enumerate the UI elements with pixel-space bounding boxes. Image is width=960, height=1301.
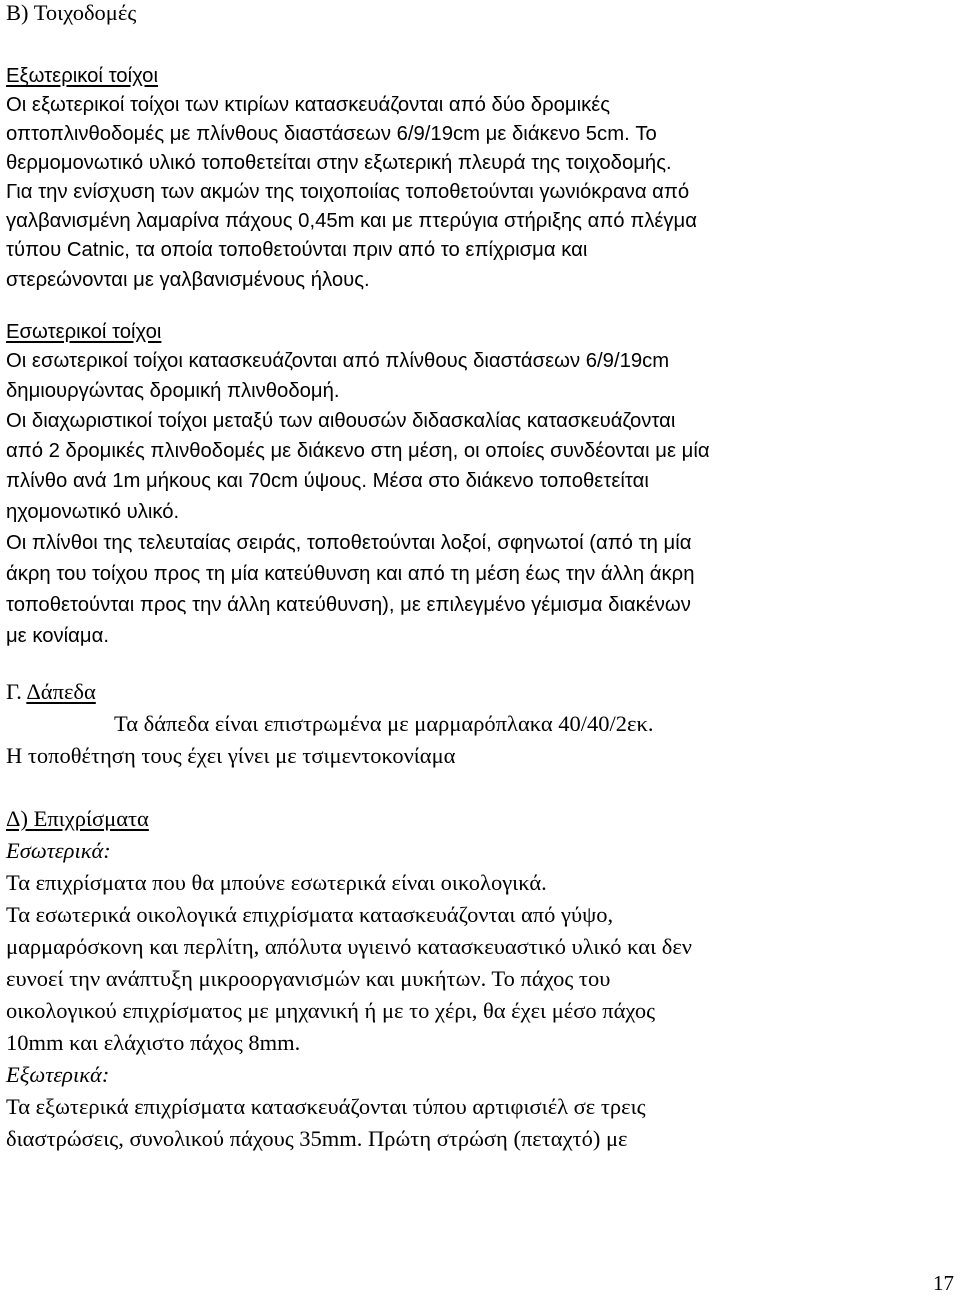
internal-walls-subheading: Εσωτερικοί τοίχοι xyxy=(6,321,162,343)
paragraph-line: με κονίαμα. xyxy=(6,625,109,647)
paragraph-line: Οι εσωτερικοί τοίχοι κατασκευάζονται από πλίνθους διαστάσεων 6/9/19cm xyxy=(6,350,670,372)
paragraph-line: στερεώνονται με γαλβανισμένους ήλους. xyxy=(6,269,370,291)
paragraph-line: 10mm και ελάχιστο πάχος 8mm. xyxy=(6,1030,301,1055)
paragraph-line: Για την ενίσχυση των ακμών της τοιχοποιίας τοποθετούνται γωνιόκρανα από xyxy=(6,181,690,203)
paragraph-line: ευνοεί την ανάπτυξη μικροοργανισμών και μυκήτων. Το πάχος του xyxy=(6,966,611,991)
paragraph-line: τοποθετούνται προς την άλλη κατεύθυνση), με επιλεγμένο γέμισμα διακένων xyxy=(6,594,691,616)
external-walls-subheading: Εξωτερικοί τοίχοι xyxy=(6,65,158,87)
paragraph-line: άκρη του τοίχου προς τη μία κατεύθυνση και από τη μέση έως την άλλη άκρη xyxy=(6,563,695,585)
paragraph-line: Οι πλίνθοι της τελευταίας σειράς, τοποθετούνται λοξοί, σφηνωτοί (από τη μία xyxy=(6,532,692,554)
paragraph-line: Οι διαχωριστικοί τοίχοι μεταξύ των αιθουσών διδασκαλίας κατασκευάζονται xyxy=(6,410,676,432)
floors-line: Η τοποθέτηση τους έχει γίνει με τσιμεντοκονίαμα xyxy=(6,743,456,768)
paragraph-line: Τα επιχρίσματα που θα μπούνε εσωτερικά είναι οικολογικά. xyxy=(6,870,547,895)
paragraph-line: μαρμαρόσκονη και περλίτη, απόλυτα υγιεινό κατασκευαστικό υλικό και δεν xyxy=(6,934,692,959)
external-plaster-label: Εξωτερικά: xyxy=(6,1062,110,1087)
paragraph-line: οικολογικού επιχρίσματος με μηχανική ή με το χέρι, θα έχει μέσο πάχος xyxy=(6,998,656,1023)
section-c-prefix: Γ. xyxy=(6,679,22,704)
paragraph-line: τύπου Catnic, τα οποία τοποθετούνται πριν από το επίχρισμα και xyxy=(6,239,588,261)
section-b-heading: Β) Τοιχοδομές xyxy=(6,0,137,25)
paragraph-line: δημιουργώντας δρομική πλινθοδομή. xyxy=(6,380,340,402)
paragraph-line: από 2 δρομικές πλινθοδομές με διάκενο στη μέση, οι οποίες συνδέονται με μία xyxy=(6,440,710,462)
paragraph-line: οπτοπλινθοδομές με πλίνθους διαστάσεων 6/9/19cm με διάκενο 5cm. Το xyxy=(6,123,657,145)
paragraph-line: διαστρώσεις, συνολικού πάχους 35mm. Πρώτη στρώση (πεταχτό) με xyxy=(6,1126,628,1151)
section-c-heading xyxy=(6,679,96,705)
paragraph-line: ηχομονωτικό υλικό. xyxy=(6,501,180,523)
paragraph-line: Οι εξωτερικοί τοίχοι των κτιρίων κατασκευάζονται από δύο δρομικές xyxy=(6,94,611,116)
page-number: 17 xyxy=(933,1271,954,1295)
internal-plaster-label: Εσωτερικά: xyxy=(6,838,111,863)
paragraph-line: γαλβανισμένη λαμαρίνα πάχους 0,45m και με πτερύγια στήριξης από πλέγμα xyxy=(6,210,697,232)
section-d-heading: Δ) Επιχρίσματα xyxy=(6,806,149,831)
paragraph-line: Τα εσωτερικά οικολογικά επιχρίσματα κατασκευάζονται από γύψο, xyxy=(6,902,614,927)
paragraph-line: Τα εξωτερικά επιχρίσματα κατασκευάζονται τύπου αρτιφισιέλ σε τρεις xyxy=(6,1094,646,1119)
paragraph-line: θερμομονωτικό υλικό τοποθετείται στην εξωτερική πλευρά της τοιχοδομής. xyxy=(6,152,672,174)
paragraph-line: πλίνθο ανά 1m μήκους και 70cm ύψους. Μέσα στο διάκενο τοποθετείται xyxy=(6,470,649,492)
section-c-title: Δάπεδα xyxy=(26,679,96,704)
floors-line: Τα δάπεδα είναι επιστρωμένα με μαρμαρόπλακα 40/40/2εκ. xyxy=(114,711,654,736)
